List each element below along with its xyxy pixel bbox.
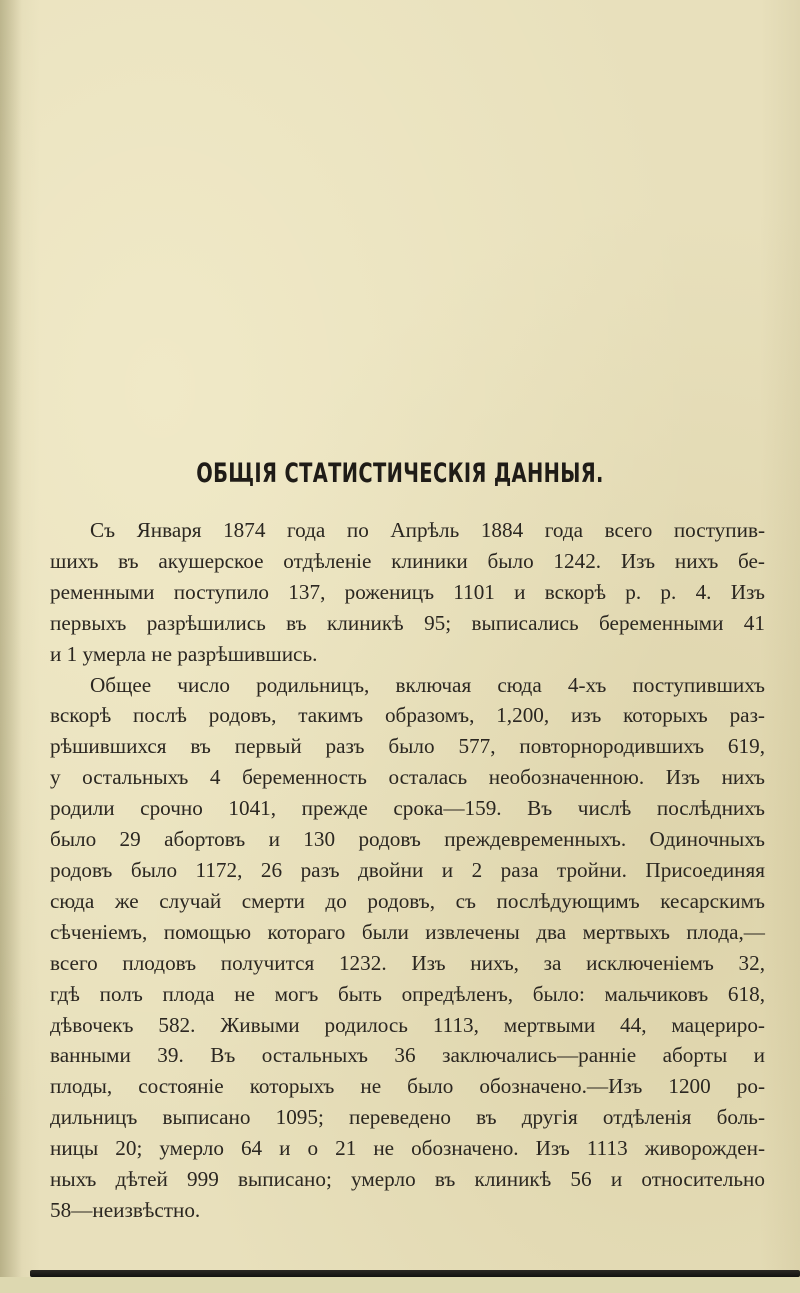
text-line: сюда же случай смерти до родовъ, съ послѣдующимъ кесарскимъ [50,888,765,913]
text-line: сѣченіемъ, помощью котораго были извлечены два мертвыхъ плода,— [50,919,765,944]
text-line: Съ Января 1874 года по Апрѣль 1884 года всего поступив- [90,518,765,542]
text-line: у остальныхъ 4 беременность осталась необозначенною. Изъ нихъ [50,765,765,790]
bottom-margin-strip [0,1277,800,1293]
body-text [50,515,765,1226]
text-line: дильницъ выписано 1095; переведено въ другія отдѣленія боль- [50,1105,765,1130]
text-line: рѣшившихся въ первый разъ было 577, повторнородившихъ 619, [50,734,765,759]
text-line: плоды, состояніе которыхъ не было обозначено.—Изъ 1200 ро- [50,1074,765,1099]
text-line: ванными 39. Въ остальныхъ 36 заключались—ранніе аборты и [50,1043,765,1068]
text-line: шихъ въ акушерское отдѣленіе клиники было 1242. Изъ нихъ бе- [50,548,765,573]
page-edge-shadow [0,0,22,1293]
text-line: всего плодовъ получится 1232. Изъ нихъ, за исключеніемъ 32, [50,950,765,975]
text-line: первыхъ разрѣшились въ клиникѣ 95; выписались беременными 41 [50,610,765,635]
text-line: было 29 абортовъ и 130 родовъ преждевременныхъ. Одиночныхъ [50,827,765,852]
text-line: гдѣ полъ плода не могъ быть опредѣленъ, было: мальчиковъ 618, [50,981,765,1006]
text-line: Общее число родильницъ, включая сюда 4-хъ поступившихъ [90,672,765,697]
text-line: вскорѣ послѣ родовъ, такимъ образомъ, 1,200, изъ которыхъ раз- [50,703,765,728]
text-line: ныхъ дѣтей 999 выписано; умерло въ клиникѣ 56 и относительно [50,1167,765,1192]
bottom-edge-bar [30,1270,800,1277]
text-line: родили срочно 1041, прежде срока—159. Въ числѣ послѣднихъ [50,796,765,821]
text-line: дѣвочекъ 582. Живыми родилось 1113, мертвыми 44, мацериро- [50,1012,765,1037]
text-line: родовъ было 1172, 26 разъ двойни и 2 раза тройни. Присоединяя [50,857,765,882]
text-line: и 1 умерла не разрѣшившись. [50,641,318,666]
text-line: ницы 20; умерло 64 и о 21 не обозначено. Изъ 1113 живорожден- [50,1136,765,1161]
text-line: 58—неизвѣстно. [50,1197,201,1222]
page-title: ОБЩІЯ СТАТИСТИЧЕСКІЯ ДАННЫЯ. [196,458,604,489]
text-line: ременными поступило 137, роженицъ 1101 и вскорѣ р. р. 4. Изъ [50,579,765,604]
